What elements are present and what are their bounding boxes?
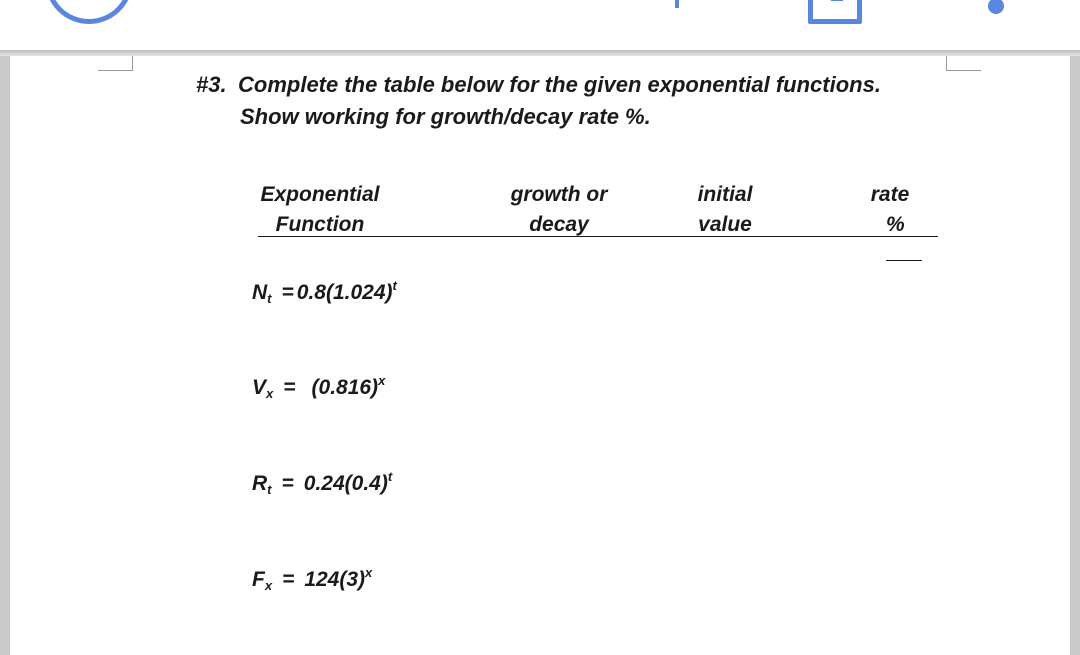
header-line: Function [275,213,365,236]
exponent: x [365,565,373,580]
page-margin-corner-right [946,56,981,71]
document-page [10,56,1070,655]
rate-blank [886,259,922,261]
header-line: rate [870,183,910,206]
expression: 0.24(0.4) [303,472,388,495]
question-number: #3. [196,72,227,97]
header-line: growth or [510,183,608,206]
equals: = [281,281,294,304]
var: N [252,281,268,304]
overflow-dot-icon[interactable] [988,0,1004,14]
header-line-rate-pct [850,210,930,270]
function-row-3 [252,469,392,497]
exponent: t [392,278,397,293]
var-subscript: x [266,386,274,401]
header-growth-or-decay [500,180,618,240]
function-row-2 [252,373,385,401]
equals: = [282,568,295,591]
page-margin-corner-left [98,56,133,71]
var: F [252,568,265,591]
header-exponential-function [258,180,382,240]
top-toolbar [0,0,1080,52]
expression: (0.816) [311,376,379,399]
function-row-1 [252,278,397,306]
edit-box-icon[interactable] [808,0,862,24]
header-line: Exponential [260,183,380,206]
header-pct-symbol: % [886,213,905,236]
growth-decay-underline [528,236,588,237]
header-line: initial [697,183,753,206]
exponent: x [378,373,386,388]
question-subinstruction: Show working for growth/decay rate %. [240,104,651,129]
var: R [252,472,268,495]
question-instruction: Complete the table below for the given exponential functions. [238,72,881,97]
var-subscript: x [264,578,273,593]
header-initial-value [680,180,770,240]
header-line: value [698,213,752,236]
equals: = [283,376,296,399]
edit-box-inner [831,0,843,1]
var-subscript: t [267,482,272,497]
profile-circle-icon[interactable] [45,0,133,24]
function-row-4 [252,565,372,593]
var: V [252,376,267,399]
var-subscript: t [267,291,272,306]
toolbar-bar-icon[interactable] [675,0,679,8]
header-rate-percent [850,180,930,270]
exponent: t [387,469,393,484]
equals: = [281,472,294,495]
expression: 124(3) [304,568,366,591]
table-header-rule [258,236,938,237]
expression: 0.8(1.024) [296,281,393,304]
header-line: decay [529,213,589,236]
